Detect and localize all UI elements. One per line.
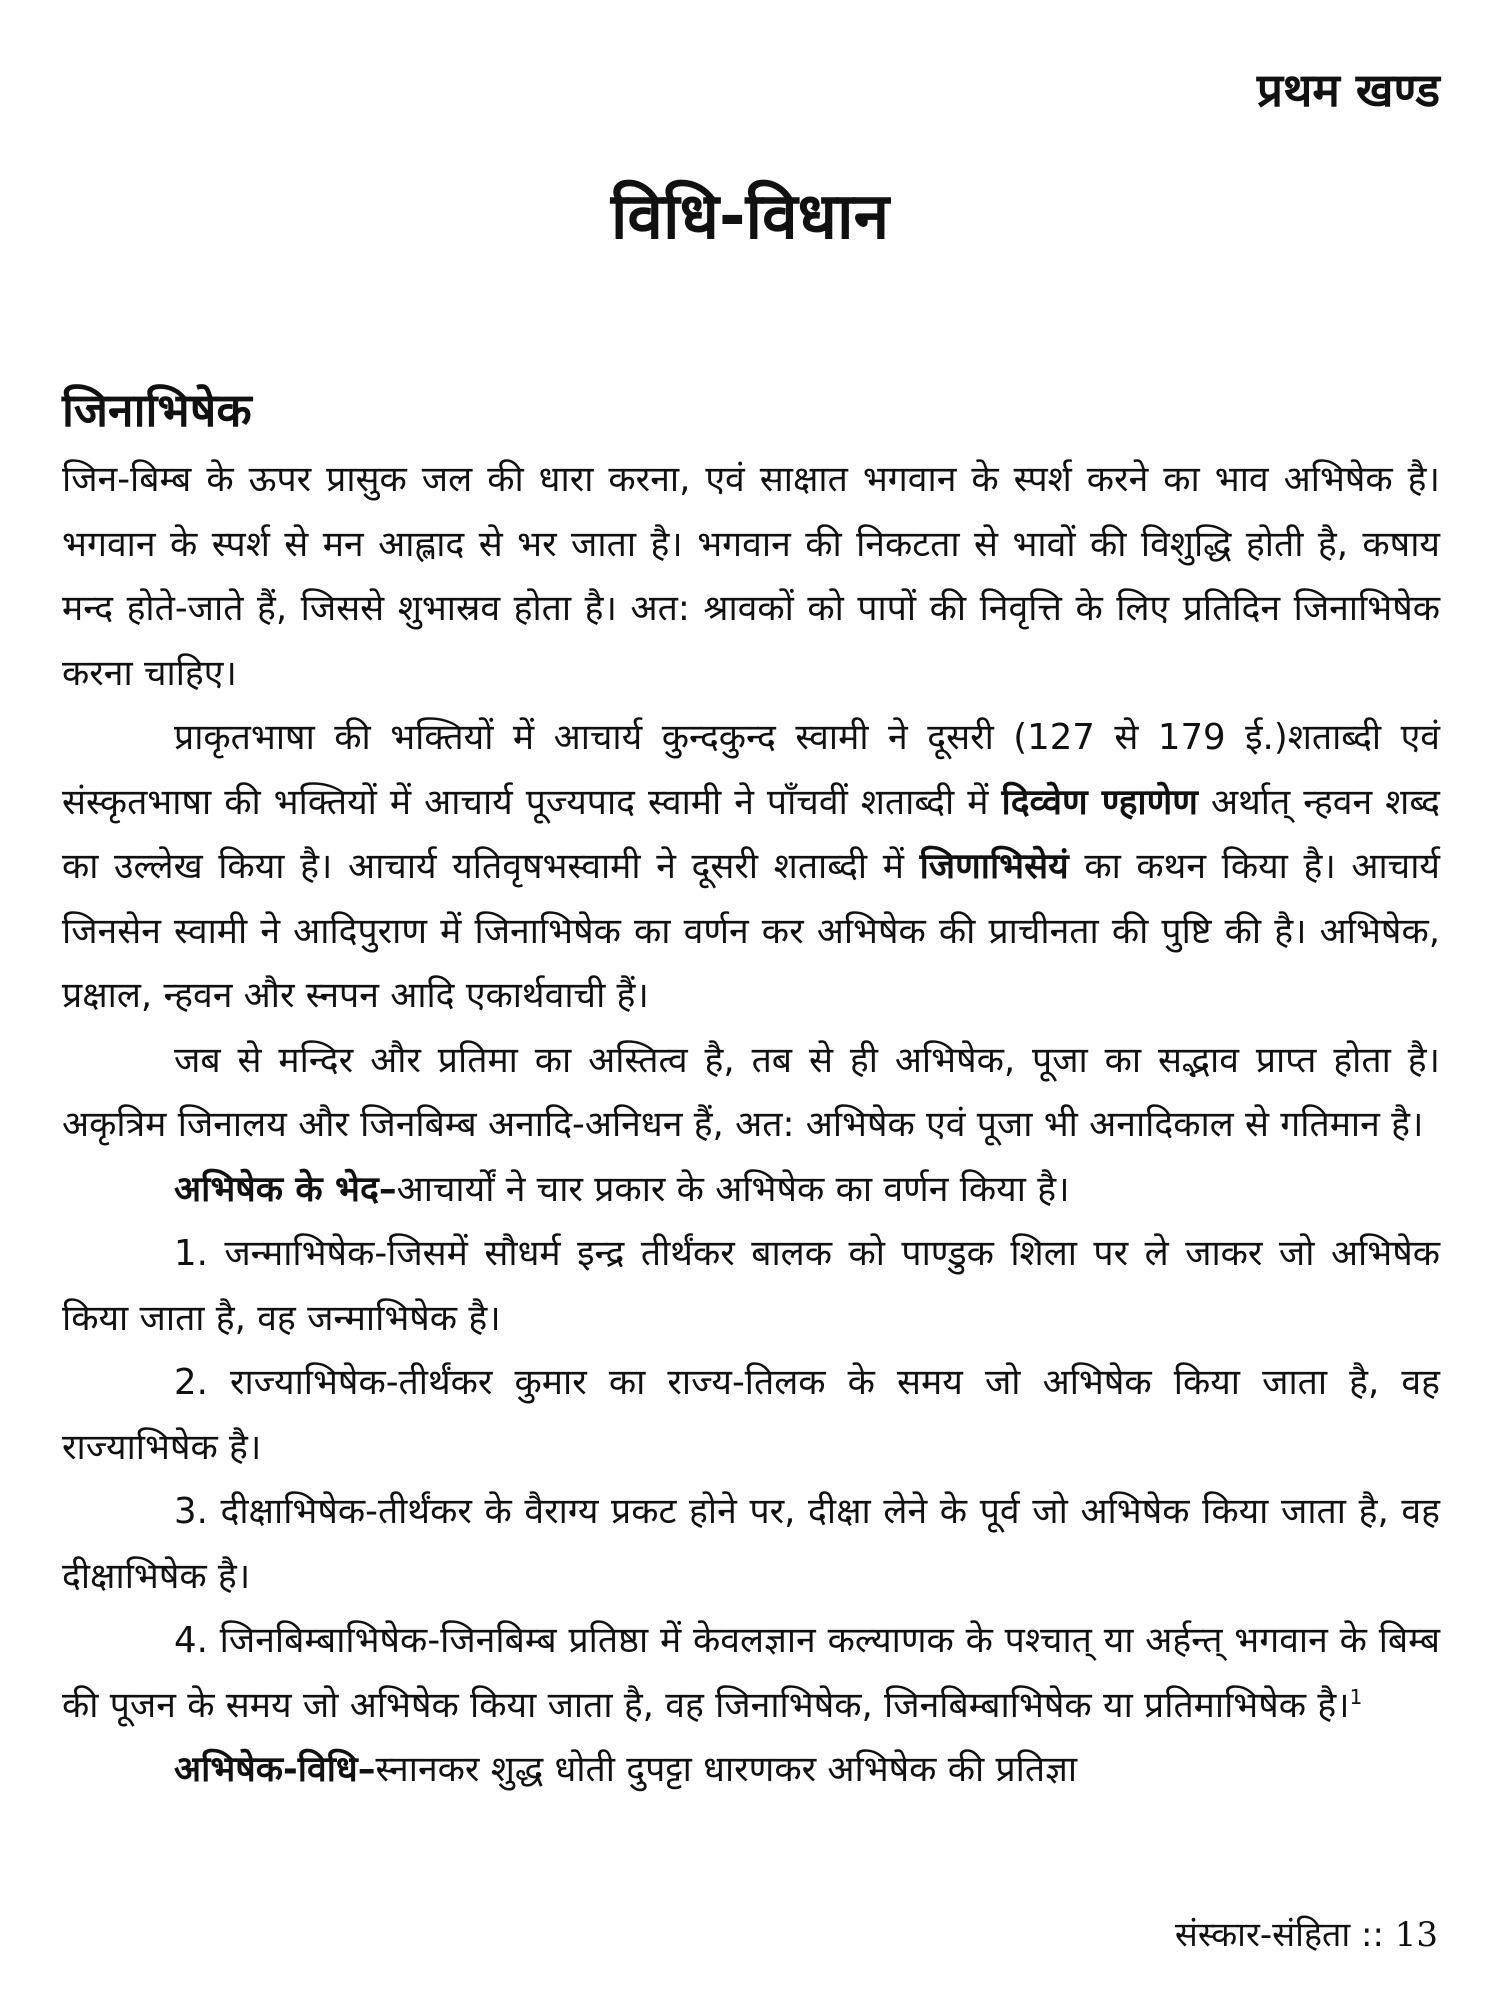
paragraph-3: जब से मन्दिर और प्रतिमा का अस्तित्व है, तब से ही अभिषेक, पूजा का सद्भाव प्राप्त होता है। अकृत्रिम जिनालय और जिनबिम्ब अनादि-अनिधन हैं, अत: अभिषेक एवं पूजा भी अनादिकाल से गतिमान है। <box>62 1039 1440 1145</box>
section-label: प्रथम खण्ड <box>1256 63 1440 117</box>
paragraph-2-bold-term-2: जिणाभिसेयं <box>919 846 1069 887</box>
paragraph-2 <box>62 706 1440 1029</box>
list-item-1: 1. जन्माभिषेक-जिसमें सौधर्म इन्द्र तीर्थंकर बालक को पाण्डुक शिला पर ले जाकर जो अभिषेक किया जाता है, वह जन्माभिषेक है। <box>62 1233 1440 1339</box>
list-item-2: 2. राज्याभिषेक-तीर्थंकर कुमार का राज्य-तिलक के समय जो अभिषेक किया जाता है, वह राज्याभिषेक है। <box>62 1362 1440 1468</box>
paragraph-5 <box>62 1738 1440 1803</box>
list-item-4 <box>62 1609 1440 1738</box>
page-number: 13 <box>1394 1915 1438 1955</box>
paragraph-2-text-a: प्राकृतभाषा की भक्तियों में आचार्य कुन्दकुन्द स्वामी ने दूसरी (127 से 179 ई.)शताब्दी एवं संस्कृतभाषा की भक्तियों में आचार्य पूज्यपाद स्वामी ने पाँचवीं शताब्दी में <box>62 717 1440 823</box>
chapter-title: विधि-विधान <box>610 180 890 254</box>
footer-book-title: संस्कार-संहिता :: <box>1174 1915 1384 1955</box>
paragraph-1: जिन-बिम्ब के ऊपर प्रासुक जल की धारा करना, एवं साक्षात भगवान के स्पर्श करने का भाव अभिषेक है। भगवान के स्पर्श से मन आह्लाद से भर जाता है। भगवान की निकटता से भावों की विशुद्धि होती है, कषाय मन्द होते-जाते हैं, जिससे शुभास्रव होता है। अत: श्रावकों को पापों की निवृत्ति के लिए प्रतिदिन जिनाभिषेक करना चाहिए। <box>62 459 1440 694</box>
page-body <box>62 378 1440 1803</box>
paragraph-2-text-d: का कथन किया है। आचार्य जिनसेन स्वामी ने आदिपुराण में जिनाभिषेक का वर्णन कर अभिषेक की प्राचीनता की पुष्टि की है। अभिषेक, प्रक्षाल, न्हवन और स्नपन आदि एकार्थवाची हैं। <box>62 846 1440 1016</box>
footnote-marker: 1 <box>1349 1684 1363 1709</box>
page-footer <box>1175 1910 1438 1956</box>
paragraph-2-bold-term-1: दिव्वेण ण्हाणेण <box>1001 781 1198 823</box>
list-item-3: 3. दीक्षाभिषेक-तीर्थंकर के वैराग्य प्रकट होने पर, दीक्षा लेने के पूर्व जो अभिषेक किया जाता है, वह दीक्षाभिषेक है। <box>62 1491 1440 1597</box>
paragraph-4-text: आचार्यों ने चार प्रकार के अभिषेक का वर्णन किया है। <box>396 1168 1070 1210</box>
paragraph-5-bold-lead: अभिषेक-विधि– <box>174 1749 376 1790</box>
section-heading: जिनाभिषेक <box>62 383 252 437</box>
paragraph-4 <box>62 1158 1440 1223</box>
paragraph-4-bold-lead: अभिषेक के भेद– <box>174 1168 397 1210</box>
list-item-4-text: 4. जिनबिम्बाभिषेक-जिनबिम्ब प्रतिष्ठा में केवलज्ञान कल्याणक के पश्चात् या अर्हन्त् भगवान के बिम्ब की पूजन के समय जो अभिषेक किया जाता है, वह जिनाभिषेक, जिनबिम्बाभिषेक या प्रतिमाभिषेक है। <box>62 1620 1440 1726</box>
paragraph-5-text: स्नानकर शुद्ध धोती दुपट्टा धारणकर अभिषेक की प्रतिज्ञा <box>375 1749 1078 1790</box>
paragraph-2-text-c: अर्थात् न्हवन शब्द का उल्लेख किया है। आचार्य यतिवृषभस्वामी ने दूसरी शताब्दी में <box>62 781 1440 887</box>
